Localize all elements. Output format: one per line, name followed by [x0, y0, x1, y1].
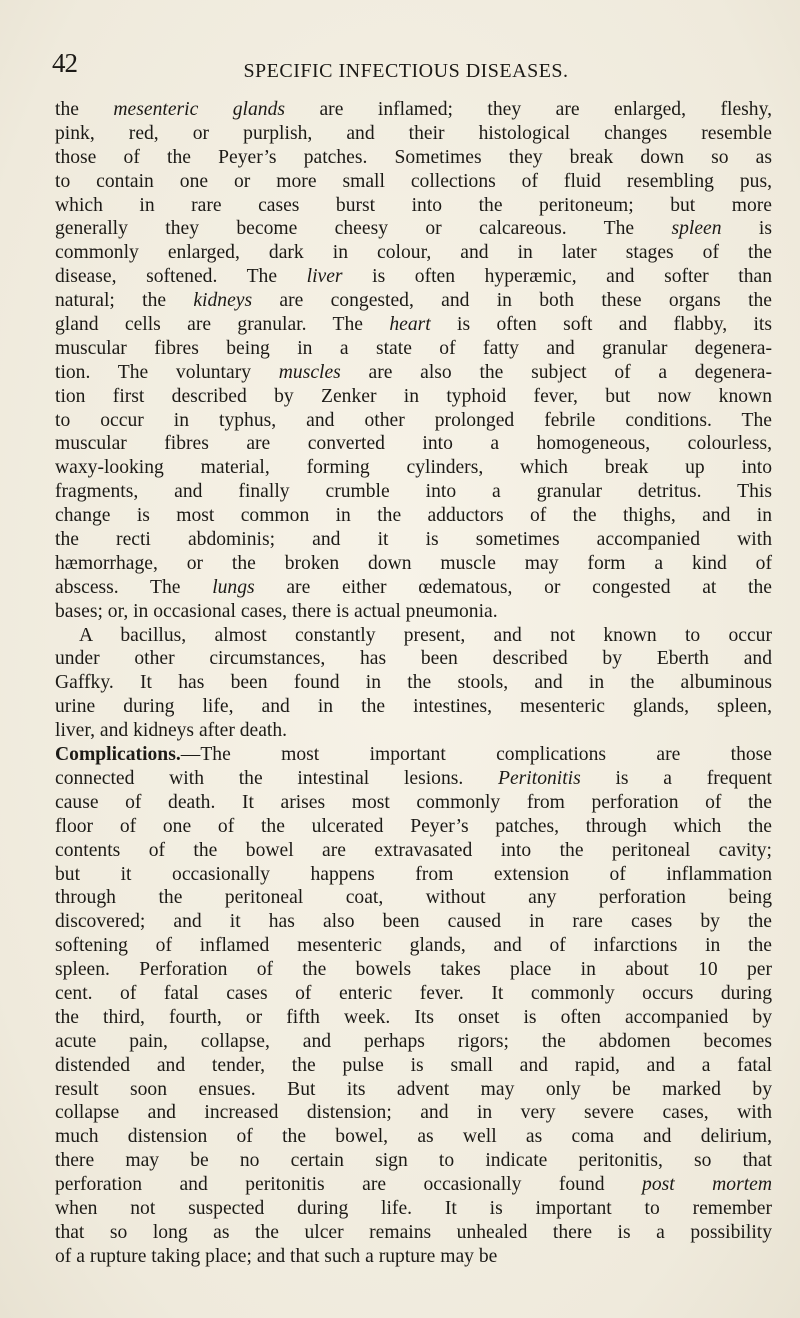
text-run: there may be no certain sign to indicate peritonitis, so that [55, 1150, 772, 1172]
text-line [55, 289, 772, 313]
text-run: the third, fourth, or fifth week. Its onset is often accompanied by [55, 1006, 772, 1028]
text-run: to contain one or more small collections of fluid resembling pus, [55, 170, 772, 192]
section-heading: Complications. [55, 744, 181, 766]
text-run: under other circumstances, has been described by Eberth and [55, 648, 772, 670]
italic-term: lungs [212, 576, 255, 598]
text-line [55, 504, 772, 528]
text-run: perforation and peritonitis are occasionally found [55, 1174, 643, 1196]
text-run: are also the subject of a degenera- [340, 361, 773, 383]
text-line [55, 1245, 772, 1269]
text-run: —The most important complications are those [180, 744, 772, 766]
text-line [55, 552, 772, 576]
text-run: collapse and increased distension; and in very severe cases, with [55, 1102, 772, 1124]
text-run: discovered; and it has also been caused in rare cases by the [55, 911, 772, 933]
text-line [55, 1221, 772, 1245]
text-run: bases; or, in occasional cases, there is actual pneumonia. [55, 600, 498, 622]
text-run: change is most common in the adductors of the thighs, and in [55, 505, 772, 527]
text-line [55, 265, 772, 289]
text-run: liver, and kidneys after death. [55, 720, 288, 742]
text-line [55, 480, 772, 504]
text-line [55, 886, 772, 910]
text-run: floor of one of the ulcerated Peyer’s patches, through which the [55, 815, 772, 837]
body-text [55, 98, 772, 1269]
text-run: is [721, 218, 772, 240]
text-line [55, 194, 772, 218]
italic-term: liver [306, 266, 343, 288]
text-line [55, 146, 772, 170]
text-line [55, 719, 772, 743]
text-run: hæmorrhage, or the broken down muscle may form a kind of [55, 552, 772, 574]
text-line [55, 432, 772, 456]
text-run: cent. of fatal cases of enteric fever. It commonly occurs during [55, 982, 772, 1004]
text-run: pink, red, or purplish, and their histological changes resemble [55, 122, 772, 144]
italic-term: post mortem [642, 1174, 772, 1196]
text-line [55, 767, 772, 791]
text-run: much distension of the bowel, as well as coma and delirium, [55, 1126, 772, 1148]
text-run: waxy-looking material, forming cylinders, which break up into [55, 457, 772, 479]
text-line [55, 624, 772, 648]
running-head: SPECIFIC INFECTIOUS DISEASES. [243, 60, 569, 82]
italic-term: spleen [671, 218, 722, 240]
text-line [55, 337, 772, 361]
text-run: cause of death. It arises most commonly from perforation of the [55, 791, 772, 813]
italic-term: Peritonitis [498, 767, 581, 789]
text-line [55, 528, 772, 552]
text-run: contents of the bowel are extravasated into the peritoneal cavity; [55, 839, 772, 861]
text-line [55, 958, 772, 982]
text-line [55, 815, 772, 839]
text-run: muscular fibres being in a state of fatty and granular degenera- [55, 337, 772, 359]
text-run: Gaffky. It has been found in the stools, and in the albuminous [55, 672, 772, 694]
text-run: but it occasionally happens from extension of inflammation [55, 863, 772, 885]
text-line [55, 1078, 772, 1102]
text-line [55, 409, 772, 433]
text-line [55, 1030, 772, 1054]
text-run: to occur in typhus, and other prolonged febrile conditions. The [55, 409, 772, 431]
text-line [55, 600, 772, 624]
text-run: is often hyperæmic, and softer than [342, 266, 772, 288]
text-line [55, 647, 772, 671]
text-line [55, 122, 772, 146]
text-run: when not suspected during life. It is important to remember [55, 1197, 772, 1219]
text-line [55, 241, 772, 265]
text-line [55, 313, 772, 337]
text-line [55, 456, 772, 480]
text-run: is often soft and flabby, its [430, 314, 772, 336]
text-line [55, 910, 772, 934]
text-run: distended and tender, the pulse is small and rapid, and a fatal [55, 1054, 772, 1076]
text-line [55, 695, 772, 719]
text-line [55, 1173, 772, 1197]
text-run: tion. The voluntary [55, 361, 279, 383]
italic-term: muscles [278, 361, 341, 383]
text-run: connected with the intestinal lesions. [55, 767, 499, 789]
text-run: abscess. The [55, 576, 213, 598]
text-line [55, 576, 772, 600]
text-run: is a frequent [580, 767, 772, 789]
italic-term: kidneys [193, 290, 253, 312]
text-line [55, 1197, 772, 1221]
text-line [55, 1101, 772, 1125]
text-run: the recti abdominis; and it is sometimes accompanied with [55, 529, 772, 551]
text-line [55, 1054, 772, 1078]
text-run: are inflamed; they are enlarged, fleshy, [285, 99, 772, 120]
text-run: result soon ensues. But its advent may only be marked by [55, 1078, 772, 1100]
text-line [55, 791, 772, 815]
italic-term: mesenteric glands [113, 99, 286, 120]
text-run: gland cells are granular. The [55, 314, 390, 336]
page-header [52, 48, 760, 88]
text-line [55, 863, 772, 887]
text-run: the [55, 99, 114, 120]
text-run: those of the Peyer’s patches. Sometimes they break down so as [55, 146, 772, 168]
text-line [55, 385, 772, 409]
text-run: disease, softened. The [55, 266, 307, 288]
italic-term: heart [389, 314, 431, 336]
text-run: which in rare cases burst into the peritoneum; but more [55, 194, 772, 216]
text-line [55, 934, 772, 958]
text-run: tion first described by Zenker in typhoid fever, but now known [55, 385, 772, 407]
text-line [55, 839, 772, 863]
text-line [55, 98, 772, 122]
text-run: that so long as the ulcer remains unhealed there is a possibility [55, 1221, 772, 1243]
text-run: muscular fibres are converted into a homogeneous, colourless, [55, 433, 772, 455]
text-line [55, 170, 772, 194]
text-line [55, 1149, 772, 1173]
page-number: 42 [52, 48, 77, 78]
text-run: commonly enlarged, dark in colour, and in later stages of the [55, 242, 772, 264]
text-run: generally they become cheesy or calcareous. The [55, 218, 672, 240]
text-run: urine during life, and in the intestines, mesenteric glands, spleen, [55, 696, 772, 718]
text-line [55, 217, 772, 241]
text-run: A bacillus, almost constantly present, and not known to occur [79, 624, 772, 646]
text-line [55, 361, 772, 385]
text-run: softening of inflamed mesenteric glands, and of infarctions in the [55, 935, 772, 957]
text-line [55, 982, 772, 1006]
text-line [55, 743, 772, 767]
text-run: through the peritoneal coat, without any perforation being [55, 887, 772, 909]
text-run: natural; the [55, 290, 194, 312]
text-run: are either œdematous, or congested at the [254, 576, 772, 598]
text-run: acute pain, collapse, and perhaps rigors; the abdomen becomes [55, 1030, 772, 1052]
text-line [55, 1006, 772, 1030]
text-line [55, 671, 772, 695]
text-run: spleen. Perforation of the bowels takes place in about 10 per [55, 959, 772, 981]
text-line [55, 1125, 772, 1149]
text-run: are congested, and in both these organs the [252, 290, 773, 312]
text-run: of a rupture taking place; and that such a rupture may be [55, 1245, 498, 1267]
text-run: fragments, and finally crumble into a granular detritus. This [55, 481, 772, 503]
